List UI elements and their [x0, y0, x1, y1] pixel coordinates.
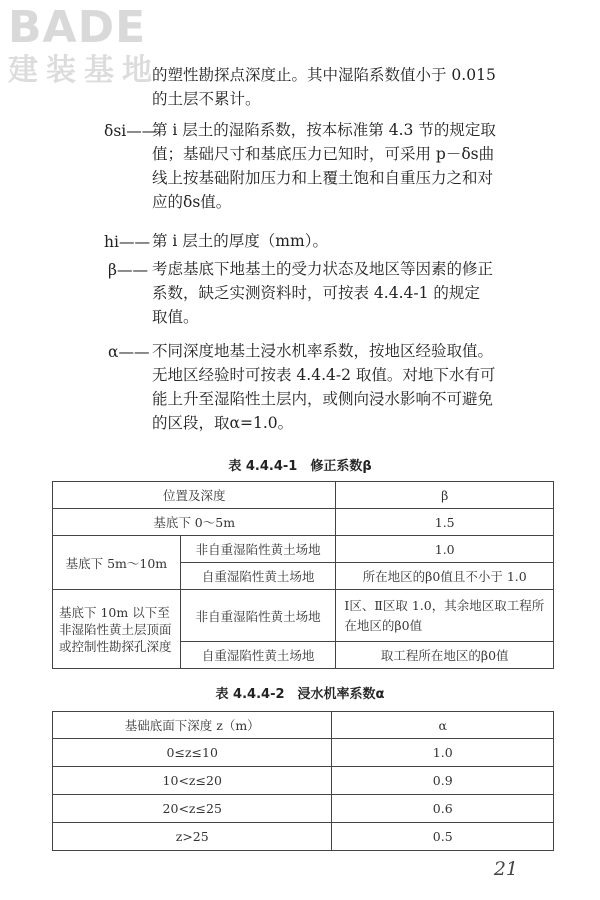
- table-row: 10<z≤20 0.9: [53, 767, 554, 795]
- table-immersion-factor: [52, 711, 554, 851]
- table-row: 基底下 0～5m 1.5: [53, 509, 554, 536]
- def-text-h: 第 i 层土的厚度（mm）。: [152, 232, 328, 250]
- table-row: z>25 0.5: [53, 823, 554, 851]
- table-row: 基底下 10m 以下至非湿陷性黄土层顶面或控制性勘探孔深度 非自重湿陷性黄土场地 Ⅰ区、Ⅱ区取 1.0，其余地区取工程所在地区的β0值: [53, 590, 554, 642]
- table-row: 0≤z≤10 1.0: [53, 739, 554, 767]
- logo-brand: BADE: [8, 2, 147, 53]
- table2-caption: 表 4.4.4-2 浸水机率系数α: [215, 687, 385, 702]
- def-symbol-alpha: α——: [108, 343, 150, 361]
- page-number: 21: [493, 858, 518, 880]
- table-correction-factor: [52, 481, 554, 669]
- table-row: 20<z≤25 0.6: [53, 795, 554, 823]
- intro-line-2: 的土层不累计。: [152, 90, 261, 108]
- def-text-alpha: 不同深度地基土浸水机率系数，按地区经验取值。 无地区经验时可按表 4.4.4-2 取值。对地下水有可 能上升至湿陷性土层内，或侧向浸水影响不可避免 的区段，取α=1.0。: [152, 342, 496, 432]
- logo-subtitle: 建装基地: [8, 53, 160, 88]
- def-text-delta: 第 i 层土的湿陷系数，按本标准第 4.3 节的规定取 值；基础尺寸和基底压力已知时，可采用 p－δs曲 线上按基础附加压力和上覆土饱和自重压力之和对 应的δs值。: [152, 121, 496, 211]
- table-row: 基础底面下深度 z（m） α: [53, 712, 554, 739]
- table-row: 自重湿陷性黄土场地 所在地区的β0值且不小于 1.0: [53, 563, 554, 590]
- def-symbol-beta: β——: [108, 261, 148, 279]
- table-row: 基底下 5m～10m 非自重湿陷性黄土场地 1.0: [53, 536, 554, 563]
- table-row: 自重湿陷性黄土场地 取工程所在地区的β0值: [53, 642, 554, 669]
- table-row: 位置及深度 β: [53, 482, 554, 509]
- def-text-beta: 考虑基底下地基土的受力状态及地区等因素的修正 系数，缺乏实测资料时，可按表 4.4.4-1 的规定 取值。: [152, 260, 494, 326]
- intro-line-1: 的塑性勘探点深度止。其中湿陷系数值小于 0.015: [152, 66, 496, 84]
- table1-caption: 表 4.4.4-1 修正系数β: [228, 459, 372, 474]
- intro-paragraph: [152, 63, 572, 111]
- def-symbol-delta: δsi——: [104, 122, 158, 140]
- def-symbol-h: hi——: [104, 233, 150, 251]
